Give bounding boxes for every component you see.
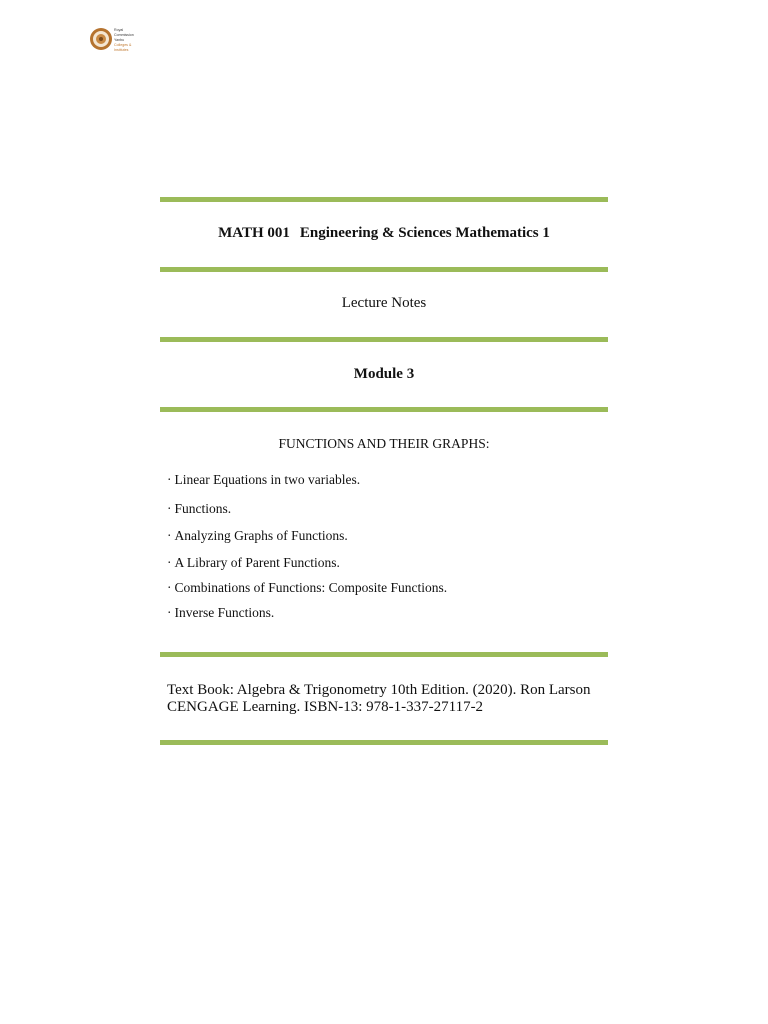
course-name: Engineering & Sciences Mathematics 1 <box>299 225 550 241</box>
topic-text: Analyzing Graphs of Functions. <box>174 528 348 543</box>
divider-rule <box>160 197 608 202</box>
bullet-symbol: · <box>167 555 172 570</box>
topic-text: Linear Equations in two variables. <box>174 472 361 487</box>
reference-line-2: CENGAGE Learning. ISBN-13: 978-1-337-27117-2 <box>167 699 484 715</box>
bullet-symbol: · <box>167 501 172 516</box>
list-item <box>167 605 274 621</box>
divider-rule <box>160 740 608 745</box>
list-item <box>167 501 231 517</box>
topic-text: Combinations of Functions: Composite Functions. <box>174 580 448 595</box>
bullet-symbol: · <box>167 528 172 543</box>
divider-rule <box>160 267 608 272</box>
module-label: Module 3 <box>353 366 415 382</box>
logo-line-5: Institutes <box>114 48 129 52</box>
textbook-reference <box>167 682 607 716</box>
list-item <box>167 580 447 596</box>
lecture-notes-label: Lecture Notes <box>341 295 427 311</box>
list-item <box>167 555 340 571</box>
list-item <box>167 472 360 488</box>
logo-line-1: Royal <box>114 28 124 32</box>
institution-logo <box>90 26 138 52</box>
course-title <box>160 225 608 242</box>
reference-line-1: Text Book: Algebra & Trigonometry 10th Edition. (2020). Ron Larson <box>167 682 591 698</box>
course-code: MATH 001 <box>218 225 290 241</box>
bullet-symbol: · <box>167 580 172 595</box>
bullet-symbol: · <box>167 472 172 487</box>
section-heading: FUNCTIONS AND THEIR GRAPHS: <box>278 436 490 451</box>
topic-text: A Library of Parent Functions. <box>174 555 340 570</box>
topic-text: Functions. <box>174 501 232 516</box>
logo-line-4: Colleges & <box>114 43 132 47</box>
topic-text: Inverse Functions. <box>174 605 275 620</box>
divider-rule <box>160 407 608 412</box>
institution-seal-icon <box>90 26 138 52</box>
logo-line-2: Commission <box>114 33 134 37</box>
bullet-symbol: · <box>167 605 172 620</box>
divider-rule <box>160 652 608 657</box>
divider-rule <box>160 337 608 342</box>
list-item <box>167 528 348 544</box>
logo-line-3: Yanbu <box>114 38 125 42</box>
